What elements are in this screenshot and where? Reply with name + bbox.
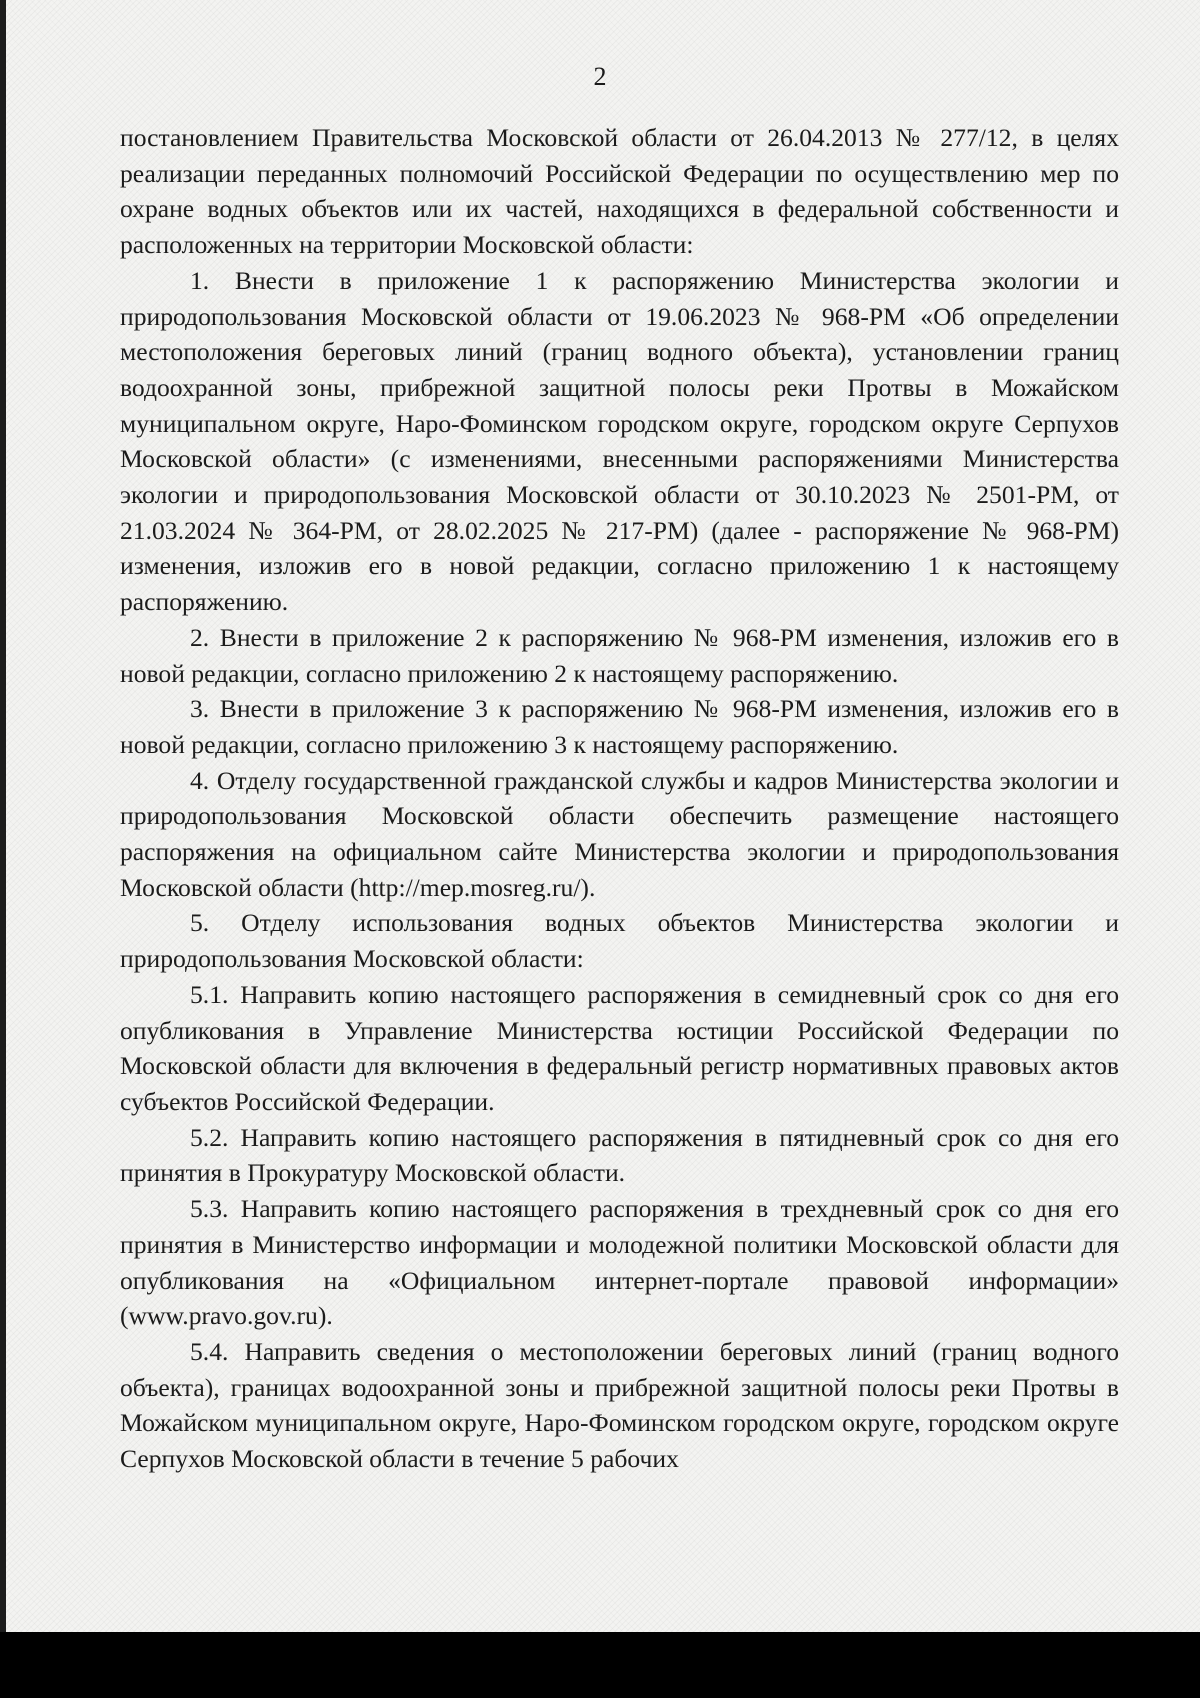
- scan-left-edge: [0, 0, 6, 1632]
- paragraph-item-5-1: 5.1. Направить копию настоящего распоряжения в семидневный срок со дня его опубликования в Управление Министерства юстиции Российской Федерации по Московской области для включения в федеральный регистр нормативных правовых актов субъектов Российской Федерации.: [120, 979, 1119, 1116]
- paragraph-item-5: 5. Отделу использования водных объектов Министерства экологии и природопользования Московской области:: [120, 908, 1119, 974]
- page-number: 2: [593, 62, 607, 91]
- paragraph-item-5-2: 5.2. Направить копию настоящего распоряжения в пятидневный срок со дня его принятия в Прокуратуру Московской области.: [120, 1122, 1119, 1188]
- paragraph-preamble: постановлением Правительства Московской области от 26.04.2013 № 277/12, в целях реализации переданных полномочий Российской Федерации по осуществлению мер по охране водных объектов или их частей, находящихся в федеральной собственности и расположенных на территории Московской области:: [120, 123, 1119, 260]
- document-body: [120, 120, 1119, 1477]
- paragraph-item-1: 1. Внести в приложение 1 к распоряжению Министерства экологии и природопользования Московской области от 19.06.2023 № 968-РМ «Об определении местоположения береговых линий (границ водного объекта), установлении границ водоохранной зоны, прибрежной защитной полосы реки Протвы в Можайском муниципальном округе, Наро-Фоминском городском округе, городском округе Серпухов Московской области» (с изменениями, внесенными распоряжениями Министерства экологии и природопользования Московской области от 30.10.2023 № 2501-РМ, от 21.03.2024 № 364-РМ, от 28.02.2025 № 217-РМ) (далее - распоряжение № 968-РМ) изменения, изложив его в новой редакции, согласно приложению 1 к настоящему распоряжению.: [120, 265, 1119, 617]
- paragraph-item-4: 4. Отделу государственной гражданской службы и кадров Министерства экологии и природопользования Московской области обеспечить размещение настоящего распоряжения на официальном сайте Министерства экологии и природопользования Московской области (http://mep.mosreg.ru/).: [120, 765, 1119, 902]
- paragraph-item-3: 3. Внести в приложение 3 к распоряжению № 968-РМ изменения, изложив его в новой редакции, согласно приложению 3 к настоящему распоряжению.: [120, 694, 1119, 759]
- scan-bottom-band: [0, 1632, 1200, 1698]
- paragraph-item-5-4: 5.4. Направить сведения о местоположении береговых линий (границ водного объекта), границах водоохранной зоны и прибрежной защитной полосы реки Протвы в Можайском муниципальном округе, Наро-Фоминском городском округе, городском округе Серпухов Московской области в течение 5 рабочих: [120, 1336, 1119, 1474]
- paragraph-item-2: 2. Внести в приложение 2 к распоряжению № 968-РМ изменения, изложив его в новой редакции, согласно приложению 2 к настоящему распоряжению.: [120, 622, 1119, 688]
- paragraph-item-5-3: 5.3. Направить копию настоящего распоряжения в трехдневный срок со дня его принятия в Министерство информации и молодежной политики Московской области для опубликования на «Официальном интернет-портале правовой информации» (www.pravo.gov.ru).: [120, 1194, 1119, 1331]
